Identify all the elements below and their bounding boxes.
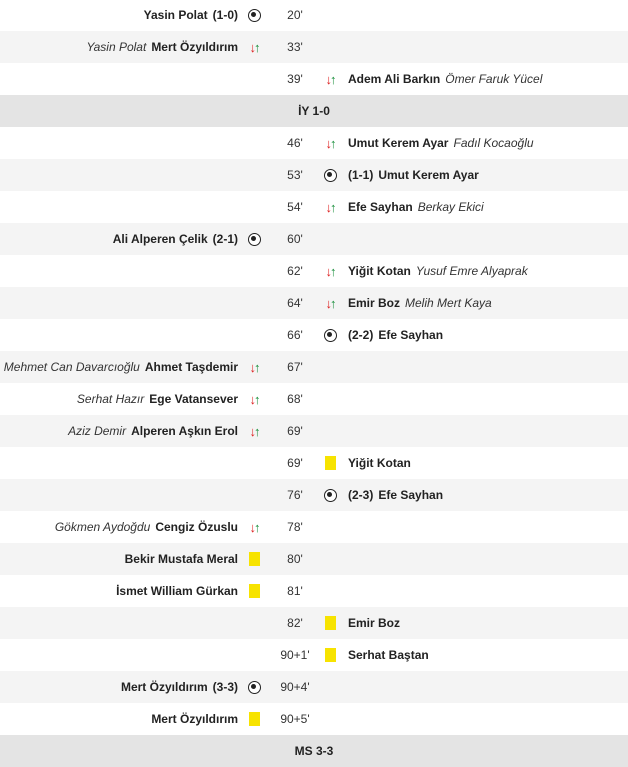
scorer-name: Umut Kerem Ayar <box>378 168 479 182</box>
away-side <box>322 615 628 631</box>
event-row[interactable] <box>0 223 628 255</box>
scorer-name: Mert Özyıldırım <box>120 680 208 694</box>
event-row[interactable] <box>0 255 628 287</box>
sub-out-arrow-icon: ↓ <box>249 391 254 407</box>
booked-player-name: Serhat Baştan <box>348 648 429 662</box>
player-in-name: Emir Boz <box>348 296 401 310</box>
event-minute: 82' <box>287 616 303 630</box>
player-in-name: Mert Özyıldırım <box>151 40 238 54</box>
period-score-band <box>0 95 628 127</box>
soccer-ball-icon <box>246 7 262 23</box>
yellow-card-shape <box>325 648 336 662</box>
sub-out-arrow-icon: ↓ <box>249 359 254 375</box>
event-minute: 69' <box>287 456 303 470</box>
substitution-arrows-icon <box>246 519 262 535</box>
event-row[interactable] <box>0 447 628 479</box>
player-out-name: Mehmet Can Davarcıoğlu <box>3 360 140 374</box>
event-row[interactable] <box>0 543 628 575</box>
yellow-card-shape <box>249 584 260 598</box>
event-row[interactable] <box>0 159 628 191</box>
event-minute: 67' <box>287 360 303 374</box>
player-in-name: Cengiz Özuslu <box>155 520 238 534</box>
home-side <box>0 711 262 727</box>
scorer-name: Efe Sayhan <box>378 488 444 502</box>
player-out-name: Gökmen Aydoğdu <box>54 520 151 534</box>
event-minute: 90+4' <box>280 680 310 694</box>
goal-score: (3-3) <box>212 680 238 694</box>
booked-player-name: Emir Boz <box>348 616 401 630</box>
event-row[interactable] <box>0 319 628 351</box>
event-minute: 90+1' <box>280 648 310 662</box>
event-minute: 78' <box>287 520 303 534</box>
player-in-name: Yiğit Kotan <box>348 264 411 278</box>
home-side <box>0 423 262 439</box>
event-minute: 66' <box>287 328 303 342</box>
player-out-name: Melih Mert Kaya <box>405 296 492 310</box>
event-minute: 33' <box>287 40 303 54</box>
event-row[interactable] <box>0 351 628 383</box>
player-out-name: Fadıl Kocaoğlu <box>453 136 534 150</box>
soccer-ball-icon <box>246 679 262 695</box>
player-in-name: Adem Ali Barkın <box>348 72 441 86</box>
sub-in-arrow-icon: ↑ <box>330 135 335 151</box>
away-side <box>322 199 628 215</box>
yellow-card-icon <box>246 551 262 567</box>
player-out-name: Serhat Hazır <box>76 392 145 406</box>
player-out-name: Yasin Polat <box>86 40 147 54</box>
substitution-arrows-icon <box>322 199 338 215</box>
home-side <box>0 679 262 695</box>
sub-out-arrow-icon: ↓ <box>249 423 254 439</box>
sub-out-arrow-icon: ↓ <box>249 519 254 535</box>
event-minute: 81' <box>287 584 303 598</box>
soccer-ball-icon <box>246 231 262 247</box>
yellow-card-shape <box>249 552 260 566</box>
event-minute: 68' <box>287 392 303 406</box>
away-side <box>322 487 628 503</box>
substitution-arrows-icon <box>246 391 262 407</box>
event-row[interactable] <box>0 511 628 543</box>
soccer-ball-shape <box>248 681 261 694</box>
event-row[interactable] <box>0 479 628 511</box>
goal-score: (1-0) <box>212 8 238 22</box>
sub-out-arrow-icon: ↓ <box>325 71 330 87</box>
soccer-ball-icon <box>322 327 338 343</box>
yellow-card-icon <box>246 711 262 727</box>
yellow-card-icon <box>322 647 338 663</box>
period-score-label: MS 3-3 <box>294 744 334 758</box>
sub-out-arrow-icon: ↓ <box>325 135 330 151</box>
away-side <box>322 295 628 311</box>
booked-player-name: İsmet William Gürkan <box>116 584 238 598</box>
substitution-arrows-icon <box>246 423 262 439</box>
player-in-name: Alperen Aşkın Erol <box>131 424 238 438</box>
goal-score: (1-1) <box>348 168 374 182</box>
substitution-arrows-icon <box>246 359 262 375</box>
soccer-ball-shape <box>248 9 261 22</box>
goal-score: (2-2) <box>348 328 374 342</box>
sub-in-arrow-icon: ↑ <box>330 295 335 311</box>
scorer-name: Yasin Polat <box>143 8 208 22</box>
event-minute: 53' <box>287 168 303 182</box>
event-row[interactable] <box>0 191 628 223</box>
event-row[interactable] <box>0 383 628 415</box>
sub-in-arrow-icon: ↑ <box>254 39 259 55</box>
event-minute: 20' <box>287 8 303 22</box>
player-in-name: Ege Vatansever <box>149 392 238 406</box>
player-in-name: Ahmet Taşdemir <box>144 360 238 374</box>
event-row[interactable] <box>0 703 628 735</box>
home-side <box>0 391 262 407</box>
goal-score: (2-3) <box>348 488 374 502</box>
substitution-arrows-icon <box>322 71 338 87</box>
event-minute: 80' <box>287 552 303 566</box>
event-row[interactable] <box>0 671 628 703</box>
event-row[interactable] <box>0 127 628 159</box>
player-in-name: Efe Sayhan <box>348 200 413 214</box>
soccer-ball-shape <box>324 489 337 502</box>
sub-out-arrow-icon: ↓ <box>325 263 330 279</box>
event-row[interactable] <box>0 63 628 95</box>
soccer-ball-shape <box>248 233 261 246</box>
soccer-ball-shape <box>324 169 337 182</box>
event-minute: 54' <box>287 200 303 214</box>
event-row[interactable] <box>0 0 628 31</box>
sub-out-arrow-icon: ↓ <box>249 39 254 55</box>
home-side <box>0 583 262 599</box>
substitution-arrows-icon <box>322 135 338 151</box>
event-row[interactable] <box>0 575 628 607</box>
away-side <box>322 167 628 183</box>
substitution-arrows-icon <box>322 295 338 311</box>
sub-in-arrow-icon: ↑ <box>330 199 335 215</box>
event-minute: 39' <box>287 72 303 86</box>
scorer-name: Efe Sayhan <box>378 328 444 342</box>
sub-in-arrow-icon: ↑ <box>330 263 335 279</box>
booked-player-name: Mert Özyıldırım <box>151 712 238 726</box>
home-side <box>0 39 262 55</box>
yellow-card-icon <box>322 615 338 631</box>
event-minute: 76' <box>287 488 303 502</box>
home-side <box>0 519 262 535</box>
sub-out-arrow-icon: ↓ <box>325 295 330 311</box>
scorer-name: Ali Alperen Çelik <box>112 232 208 246</box>
away-side <box>322 135 628 151</box>
yellow-card-shape <box>325 616 336 630</box>
booked-player-name: Yiğit Kotan <box>348 456 411 470</box>
event-row[interactable] <box>0 607 628 639</box>
event-row[interactable] <box>0 415 628 447</box>
substitution-arrows-icon <box>322 263 338 279</box>
home-side <box>0 551 262 567</box>
home-side <box>0 7 262 23</box>
soccer-ball-icon <box>322 167 338 183</box>
goal-score: (2-1) <box>212 232 238 246</box>
sub-in-arrow-icon: ↑ <box>330 71 335 87</box>
event-minute: 60' <box>287 232 303 246</box>
player-out-name: Berkay Ekici <box>417 200 484 214</box>
player-out-name: Aziz Demir <box>68 424 127 438</box>
event-row[interactable] <box>0 287 628 319</box>
soccer-ball-shape <box>324 329 337 342</box>
away-side <box>322 647 628 663</box>
sub-in-arrow-icon: ↑ <box>254 359 259 375</box>
away-side <box>322 455 628 471</box>
sub-in-arrow-icon: ↑ <box>254 423 259 439</box>
player-out-name: Ömer Faruk Yücel <box>445 72 543 86</box>
away-side <box>322 327 628 343</box>
sub-out-arrow-icon: ↓ <box>325 199 330 215</box>
player-out-name: Yusuf Emre Alyaprak <box>415 264 528 278</box>
event-minute: 46' <box>287 136 303 150</box>
sub-in-arrow-icon: ↑ <box>254 519 259 535</box>
soccer-ball-icon <box>322 487 338 503</box>
home-side <box>0 231 262 247</box>
home-side <box>0 359 262 375</box>
substitution-arrows-icon <box>246 39 262 55</box>
booked-player-name: Bekir Mustafa Meral <box>124 552 238 566</box>
event-row[interactable] <box>0 639 628 671</box>
yellow-card-shape <box>325 456 336 470</box>
player-in-name: Umut Kerem Ayar <box>348 136 449 150</box>
yellow-card-shape <box>249 712 260 726</box>
event-minute: 62' <box>287 264 303 278</box>
event-minute: 69' <box>287 424 303 438</box>
event-row[interactable] <box>0 31 628 63</box>
yellow-card-icon <box>322 455 338 471</box>
yellow-card-icon <box>246 583 262 599</box>
event-minute: 64' <box>287 296 303 310</box>
period-score-label: İY 1-0 <box>298 104 330 118</box>
away-side <box>322 263 628 279</box>
sub-in-arrow-icon: ↑ <box>254 391 259 407</box>
period-score-band <box>0 735 628 767</box>
away-side <box>322 71 628 87</box>
event-minute: 90+5' <box>280 712 310 726</box>
